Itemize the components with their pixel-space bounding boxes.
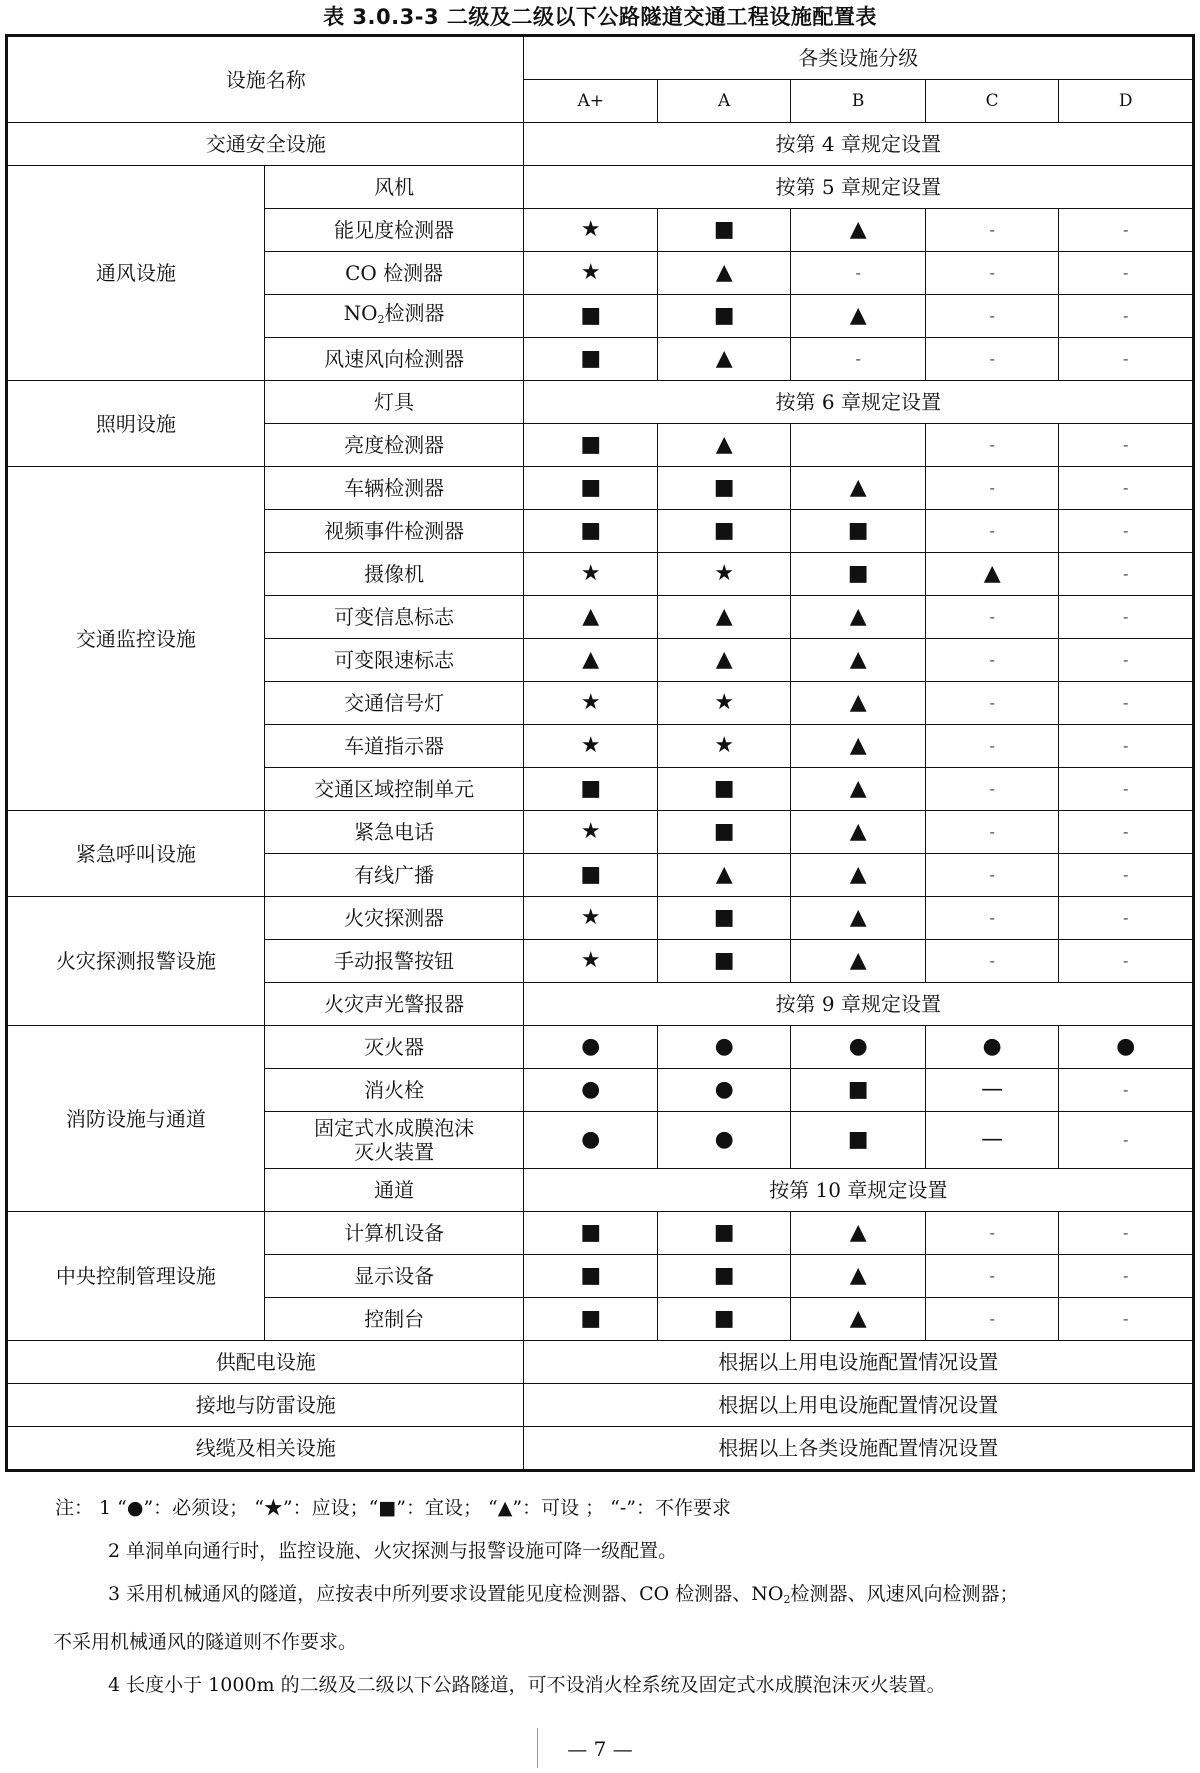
grade-symbol-cell: -: [925, 424, 1058, 467]
table-row: [7, 467, 1194, 510]
grade-symbol-cell: ■: [657, 209, 790, 252]
table-row: [7, 1341, 1194, 1384]
note-3: 3 采用机械通风的隧道，应按表中所列要求设置能见度检测器、CO 检测器、$NO_2$检测器、风速风向检测器；: [108, 1583, 1019, 1606]
grade-symbol-cell: -: [1059, 553, 1194, 596]
grade-symbol-cell: ■: [791, 553, 926, 596]
grade-symbol-cell: -: [925, 209, 1058, 252]
item-name: 控制台: [264, 1298, 524, 1341]
rule-cell: 按第 6 章规定设置: [524, 381, 1194, 424]
grade-symbol-cell: -: [1059, 725, 1194, 768]
grade-symbol-cell: ▲: [657, 596, 790, 639]
table-row: [7, 166, 1194, 209]
group-name: 照明设施: [7, 381, 265, 467]
grade-symbol-cell: ■: [524, 1255, 657, 1298]
grade-symbol-cell: -: [791, 252, 926, 295]
grade-symbol-cell: ▲: [791, 467, 926, 510]
grade-symbol-cell: ■: [657, 1298, 790, 1341]
grade-symbol-cell: ▲: [524, 639, 657, 682]
grade-symbol-cell: ▲: [791, 596, 926, 639]
grade-symbol-cell: -: [1059, 1069, 1194, 1112]
facility-config-table: [5, 34, 1195, 1472]
grade-symbol-cell: ▲: [791, 854, 926, 897]
grade-symbol-cell: ■: [524, 1212, 657, 1255]
note-4: 4 长度小于 1000m 的二级及二级以下公路隧道，可不设消火栓系统及固定式水成膜泡沫灭火装置。: [108, 1674, 946, 1696]
grade-symbol-cell: -: [925, 811, 1058, 854]
group-name: 交通监控设施: [7, 467, 265, 811]
group-name: 消防设施与通道: [7, 1026, 265, 1212]
item-name: 火灾声光警报器: [264, 983, 524, 1026]
grade-symbol-cell: ▲: [657, 338, 790, 381]
grade-symbol-cell: ▲: [791, 1298, 926, 1341]
grade-symbol-cell: ▲: [657, 424, 790, 467]
grade-symbol-cell: -: [1059, 1255, 1194, 1298]
grade-symbol-cell: ■: [657, 1212, 790, 1255]
note-1: 注： 1 “●”：必须设； “★”：应设；“■”：宜设； “▲”：可设 ； “-”：不作要求: [55, 1497, 732, 1519]
group-name: 中央控制管理设施: [7, 1212, 265, 1341]
grade-symbol-cell: -: [925, 295, 1058, 338]
grade-symbol-cell: ■: [524, 424, 657, 467]
grade-symbol-cell: ▲: [791, 897, 926, 940]
table-notes: [55, 1487, 1135, 1707]
item-name: 灭火器: [264, 1026, 524, 1069]
table-row: [7, 1212, 1194, 1255]
facility-name: 供配电设施: [7, 1341, 524, 1384]
facility-name: 接地与防雷设施: [7, 1384, 524, 1427]
grade-symbol-cell: ★: [524, 811, 657, 854]
grade-symbol-cell: ★: [657, 553, 790, 596]
item-name: 固定式水成膜泡沫 灭火装置: [264, 1112, 524, 1169]
item-name: 紧急电话: [264, 811, 524, 854]
note-2: 2 单洞单向通行时，监控设施、火灾探测与报警设施可降一级配置。: [108, 1540, 678, 1562]
grade-symbol-cell: ▲: [791, 295, 926, 338]
grade-symbol-cell: —: [925, 1069, 1058, 1112]
grade-symbol-cell: ■: [791, 1069, 926, 1112]
grade-symbol-cell: ★: [524, 897, 657, 940]
grade-symbol-cell: -: [925, 725, 1058, 768]
rule-cell: 根据以上各类设施配置情况设置: [524, 1427, 1194, 1471]
grade-symbol-cell: ■: [657, 768, 790, 811]
grade-symbol-cell: -: [1059, 811, 1194, 854]
item-name: 能见度检测器: [264, 209, 524, 252]
rule-cell: 根据以上用电设施配置情况设置: [524, 1341, 1194, 1384]
item-name: 灯具: [264, 381, 524, 424]
item-name: $NO_2$检测器: [264, 295, 524, 338]
grade-symbol-cell: -: [925, 1255, 1058, 1298]
grade-symbol-cell: -: [1059, 854, 1194, 897]
item-name: 交通区域控制单元: [264, 768, 524, 811]
item-name: CO 检测器: [264, 252, 524, 295]
grade-symbol-cell: ▲: [657, 639, 790, 682]
item-name: 通道: [264, 1169, 524, 1212]
item-name: 风速风向检测器: [264, 338, 524, 381]
table-row: [7, 811, 1194, 854]
grade-symbol-cell: -: [1059, 252, 1194, 295]
grade-symbol-cell: ▲: [791, 725, 926, 768]
grade-symbol-cell: ●: [925, 1026, 1058, 1069]
item-name: 车辆检测器: [264, 467, 524, 510]
grade-symbol-cell: ▲: [791, 1255, 926, 1298]
grade-symbol-cell: ●: [524, 1069, 657, 1112]
grade-symbol-cell: ▲: [657, 252, 790, 295]
table-row: [7, 897, 1194, 940]
grade-symbol-cell: ●: [791, 1026, 926, 1069]
rule-cell: 按第 5 章规定设置: [524, 166, 1194, 209]
grade-symbol-cell: ▲: [524, 596, 657, 639]
grade-symbol-cell: -: [1059, 209, 1194, 252]
header-grade-3: C: [925, 80, 1058, 123]
grade-symbol-cell: ▲: [791, 682, 926, 725]
group-name: 通风设施: [7, 166, 265, 381]
item-name: 交通信号灯: [264, 682, 524, 725]
item-name: 亮度检测器: [264, 424, 524, 467]
item-name: 计算机设备: [264, 1212, 524, 1255]
grade-symbol-cell: -: [1059, 1112, 1194, 1169]
item-name: 火灾探测器: [264, 897, 524, 940]
header-grade-2: B: [791, 80, 926, 123]
grade-symbol-cell: -: [925, 596, 1058, 639]
header-grading: 各类设施分级: [524, 36, 1194, 80]
grade-symbol-cell: ★: [524, 252, 657, 295]
grade-symbol-cell: -: [925, 639, 1058, 682]
grade-symbol-cell: ★: [524, 940, 657, 983]
grade-symbol-cell: -: [925, 510, 1058, 553]
grade-symbol-cell: -: [1059, 682, 1194, 725]
grade-symbol-cell: ★: [657, 682, 790, 725]
table-row: [7, 36, 1194, 80]
note-3-continued: 不采用机械通风的隧道则不作要求。: [53, 1631, 358, 1653]
item-name: 车道指示器: [264, 725, 524, 768]
grade-symbol-cell: ▲: [925, 553, 1058, 596]
grade-symbol-cell: ■: [657, 295, 790, 338]
header-grade-0: A+: [524, 80, 657, 123]
grade-symbol-cell: -: [1059, 897, 1194, 940]
grade-symbol-cell: ■: [524, 295, 657, 338]
grade-symbol-cell: -: [925, 467, 1058, 510]
grade-symbol-cell: ■: [657, 1255, 790, 1298]
grade-symbol-cell: -: [925, 682, 1058, 725]
grade-symbol-cell: -: [925, 768, 1058, 811]
grade-symbol-cell: ●: [657, 1069, 790, 1112]
grade-symbol-cell: ●: [657, 1112, 790, 1169]
header-grade-4: D: [1059, 80, 1194, 123]
grade-symbol-cell: -: [1059, 295, 1194, 338]
grade-symbol-cell: -: [1059, 1298, 1194, 1341]
grade-symbol-cell: -: [925, 1298, 1058, 1341]
table-row: [7, 1026, 1194, 1069]
grade-symbol-cell: ■: [524, 510, 657, 553]
grade-symbol-cell: ★: [524, 209, 657, 252]
table-title: 表 3.0.3-3 二级及二级以下公路隧道交通工程设施配置表: [323, 5, 877, 29]
table-row: [7, 381, 1194, 424]
grade-symbol-cell: ★: [524, 553, 657, 596]
grade-symbol-cell: ■: [791, 510, 926, 553]
grade-symbol-cell: -: [1059, 338, 1194, 381]
facility-name: 交通安全设施: [7, 123, 524, 166]
grade-symbol-cell: -: [925, 854, 1058, 897]
grade-symbol-cell: -: [1059, 467, 1194, 510]
grade-symbol-cell: ▲: [791, 209, 926, 252]
header-facility-name: 设施名称: [7, 36, 524, 123]
grade-symbol-cell: ■: [524, 338, 657, 381]
grade-symbol-cell: -: [1059, 639, 1194, 682]
grade-symbol-cell: ■: [657, 897, 790, 940]
grade-symbol-cell: ■: [524, 854, 657, 897]
grade-symbol-cell: -: [925, 940, 1058, 983]
grade-symbol-cell: -: [925, 252, 1058, 295]
item-name: 显示设备: [264, 1255, 524, 1298]
grade-symbol-cell: ■: [657, 811, 790, 854]
group-name: 火灾探测报警设施: [7, 897, 265, 1026]
grade-symbol-cell: ▲: [791, 639, 926, 682]
item-name: 视频事件检测器: [264, 510, 524, 553]
grade-symbol-cell: -: [1059, 1212, 1194, 1255]
grade-symbol-cell: ▲: [791, 811, 926, 854]
grade-symbol-cell: -: [1059, 596, 1194, 639]
grade-symbol-cell: ▲: [791, 1212, 926, 1255]
rule-cell: 按第 10 章规定设置: [524, 1169, 1194, 1212]
grade-symbol-cell: ●: [657, 1026, 790, 1069]
grade-symbol-cell: ★: [524, 725, 657, 768]
table-row: [7, 1384, 1194, 1427]
grade-symbol-cell: —: [925, 1112, 1058, 1169]
grade-symbol-cell: -: [1059, 424, 1194, 467]
rule-cell: 根据以上用电设施配置情况设置: [524, 1384, 1194, 1427]
rule-cell: 按第 9 章规定设置: [524, 983, 1194, 1026]
grade-symbol-cell: -: [1059, 768, 1194, 811]
grade-symbol-cell: ▲: [791, 940, 926, 983]
grade-symbol-cell: [791, 424, 926, 467]
table-row: [7, 1427, 1194, 1471]
header-grade-1: A: [657, 80, 790, 123]
item-name: 手动报警按钮: [264, 940, 524, 983]
grade-symbol-cell: ■: [524, 1298, 657, 1341]
grade-symbol-cell: -: [791, 338, 926, 381]
item-name: 可变限速标志: [264, 639, 524, 682]
grade-symbol-cell: ●: [524, 1026, 657, 1069]
grade-symbol-cell: ■: [657, 510, 790, 553]
grade-symbol-cell: ■: [657, 940, 790, 983]
item-name: 风机: [264, 166, 524, 209]
item-name: 可变信息标志: [264, 596, 524, 639]
grade-symbol-cell: -: [925, 897, 1058, 940]
grade-symbol-cell: ■: [524, 467, 657, 510]
grade-symbol-cell: -: [925, 1212, 1058, 1255]
grade-symbol-cell: ★: [657, 725, 790, 768]
page-number: — 7 —: [567, 1737, 633, 1761]
item-name: 有线广播: [264, 854, 524, 897]
table-row: [7, 123, 1194, 166]
item-name: 消火栓: [264, 1069, 524, 1112]
facility-name: 线缆及相关设施: [7, 1427, 524, 1471]
group-name: 紧急呼叫设施: [7, 811, 265, 897]
grade-symbol-cell: ■: [791, 1112, 926, 1169]
grade-symbol-cell: ●: [524, 1112, 657, 1169]
grade-symbol-cell: ▲: [791, 768, 926, 811]
grade-symbol-cell: ■: [657, 467, 790, 510]
grade-symbol-cell: ●: [1059, 1026, 1194, 1069]
grade-symbol-cell: -: [1059, 940, 1194, 983]
item-name: 摄像机: [264, 553, 524, 596]
grade-symbol-cell: ■: [524, 768, 657, 811]
grade-symbol-cell: -: [1059, 510, 1194, 553]
grade-symbol-cell: ★: [524, 682, 657, 725]
rule-cell: 按第 4 章规定设置: [524, 123, 1194, 166]
grade-symbol-cell: ▲: [657, 854, 790, 897]
grade-symbol-cell: -: [925, 338, 1058, 381]
